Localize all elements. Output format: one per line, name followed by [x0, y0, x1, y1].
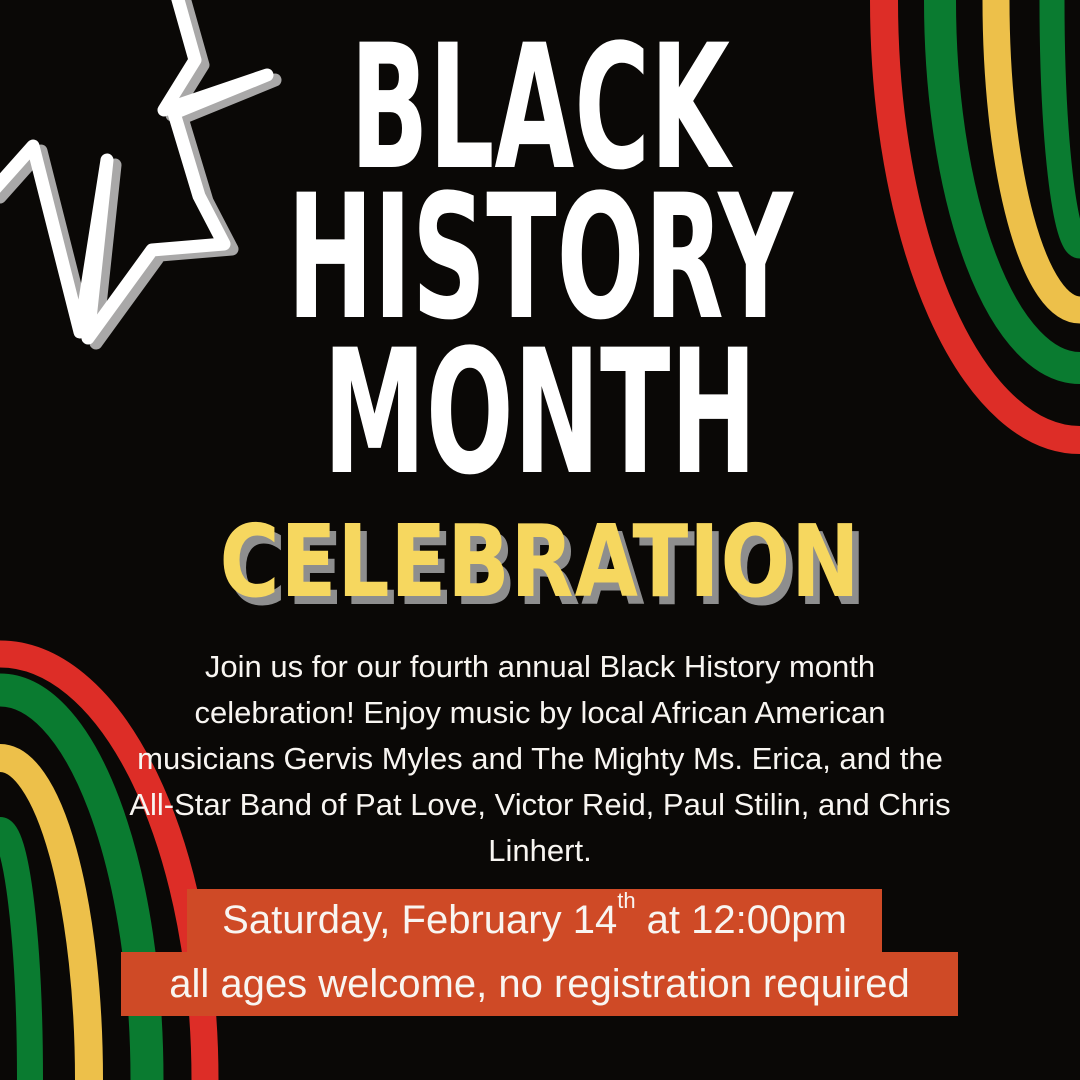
description-line: musicians Gervis Myles and The Mighty Ms. Erica, and the — [137, 741, 943, 776]
arc-green-inner-icon — [1052, 0, 1080, 246]
event-info-banner — [121, 952, 958, 1016]
subtitle-celebration: CELEBRATION — [219, 503, 861, 620]
description-line: Join us for our fourth annual Black History month — [204, 649, 876, 684]
title-line-black: BLACK — [349, 7, 730, 208]
description-line: celebration! Enjoy music by local African American — [194, 695, 886, 730]
title-line-history: HISTORY — [287, 157, 793, 358]
event-date-text — [222, 887, 847, 943]
event-date-banner — [187, 889, 882, 952]
description-line: Linhert. — [488, 833, 592, 868]
date-time: at 12:00pm — [635, 898, 847, 942]
description-line: All-Star Band of Pat Love, Victor Reid, Paul Stilin, and Chris — [129, 787, 951, 822]
event-description — [90, 644, 990, 874]
title-line-month: MONTH — [323, 312, 757, 513]
corner-arcs-top-right-icon — [884, 0, 1080, 440]
arc-green-inner-icon — [0, 830, 30, 1080]
date-ordinal-superscript: th — [617, 887, 636, 913]
date-main: Saturday, February 14 — [222, 898, 618, 942]
event-info-text: all ages welcome, no registration required — [169, 961, 910, 1006]
